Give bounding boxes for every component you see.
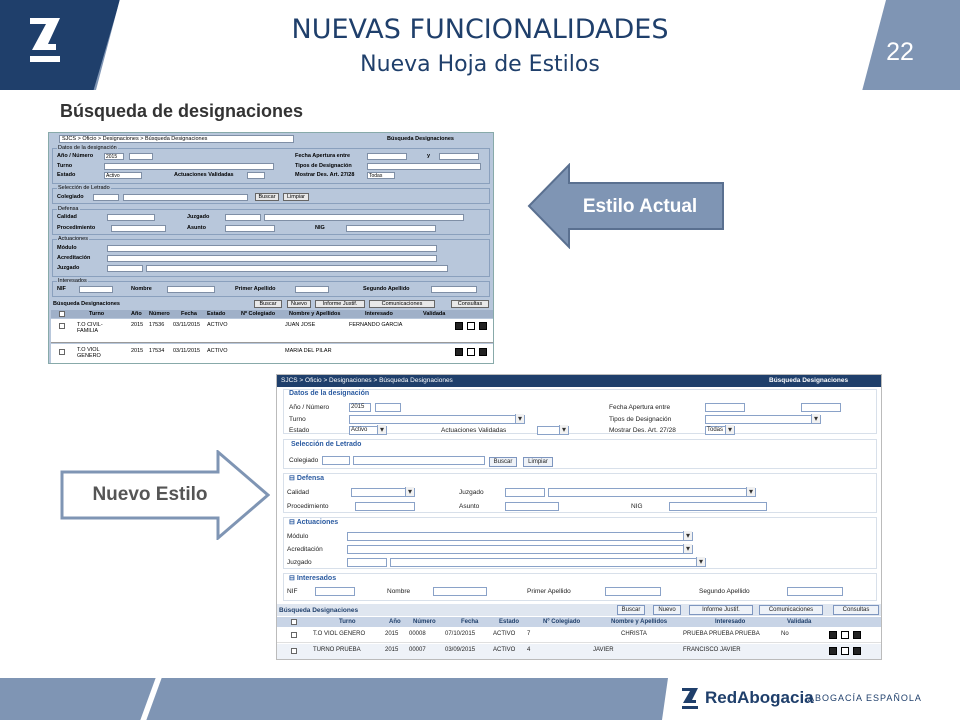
new-nig-input[interactable] <box>669 502 767 511</box>
edit-icon[interactable] <box>829 631 837 639</box>
old-letrado-buscar-button[interactable]: Buscar <box>255 193 279 201</box>
old-colegiado-input[interactable] <box>93 194 119 201</box>
old-fecha-desde[interactable] <box>367 153 407 160</box>
new-cell-turno: TURNO PRUEBA <box>313 647 361 653</box>
new-col-fecha: Fecha <box>461 619 479 625</box>
old-estado-select[interactable]: Activo <box>104 172 142 179</box>
old-cell-numero: 17534 <box>149 348 165 354</box>
new-cell-interesado: PRUEBA PRUEBA PRUEBA <box>683 631 760 637</box>
old-label-juzgado2: Juzgado <box>57 265 80 271</box>
new-tipos-select[interactable] <box>705 415 821 424</box>
old-comunicaciones-button[interactable]: Comunicaciones <box>369 300 435 308</box>
new-label-validadas: Actuaciones Validadas <box>441 427 507 434</box>
old-anio-input[interactable]: 2015 <box>104 153 124 160</box>
old-col-nombre: Nombre y Apellidos <box>289 311 341 317</box>
old-fieldset-letrado: Selección de Letrado <box>52 188 490 204</box>
old-label-asunto: Asunto <box>187 225 206 231</box>
document-icon[interactable] <box>467 348 475 356</box>
old-nif-input[interactable] <box>79 286 113 293</box>
old-cell-fecha: 03/11/2015 <box>173 348 201 354</box>
old-row-checkbox[interactable] <box>59 323 65 329</box>
old-procedimiento-input[interactable] <box>111 225 166 232</box>
document-icon[interactable] <box>841 647 849 655</box>
old-label-turno: Turno <box>57 163 73 169</box>
new-cell-numero: 00007 <box>409 647 426 653</box>
old-col-turno: Turno <box>89 311 105 317</box>
old-juzgado-select[interactable] <box>264 214 464 221</box>
new-cell-nombre: CHRISTA <box>621 631 647 637</box>
old-label-acreditacion: Acreditación <box>57 255 91 261</box>
new-breadcrumb: SJCS > Oficio > Designaciones > Búsqueda Designaciones <box>281 377 453 384</box>
new-table-row[interactable] <box>277 644 882 659</box>
old-label-apellido1: Primer Apellido <box>235 286 276 292</box>
new-nombre-input[interactable] <box>433 587 487 596</box>
new-col-turno: Turno <box>339 619 356 625</box>
old-label-nif: NIF <box>57 286 66 292</box>
new-cell-interesado: FRANCISCO JAVIER <box>683 647 741 653</box>
old-col-anio: Año <box>131 311 142 317</box>
new-cell-colegiado: 4 <box>527 647 531 653</box>
new-label-nombre: Nombre <box>387 588 411 595</box>
new-col-validada: Validada <box>787 619 812 625</box>
new-label-estado: Estado <box>289 427 310 434</box>
new-fecha-desde[interactable] <box>705 403 745 412</box>
old-colegiado-name-input[interactable] <box>123 194 248 201</box>
new-label-calidad: Calidad <box>287 489 310 496</box>
old-label-modulo: Módulo <box>57 245 77 251</box>
new-label-fecha: Fecha Apertura entre <box>609 404 671 411</box>
old-label-tipos: Tipos de Designación <box>295 163 352 169</box>
new-apellido2-input[interactable] <box>787 587 843 596</box>
old-col-colegiado: Nº Colegiado <box>241 311 276 317</box>
old-col-validada: Validada <box>423 311 446 317</box>
new-label-mostrar: Mostrar Des. Art. 27/28 <box>609 427 676 434</box>
old-fecha-hasta[interactable] <box>439 153 479 160</box>
new-col-estado: Estado <box>499 619 520 625</box>
new-nif-input[interactable] <box>315 587 355 596</box>
old-apellido2-input[interactable] <box>431 286 477 293</box>
new-calidad-select[interactable] <box>351 488 415 497</box>
old-letrado-limpiar-button[interactable]: Limpiar <box>283 193 309 201</box>
new-label-procedimiento: Procedimiento <box>287 503 329 510</box>
new-juzgado-select[interactable] <box>548 488 756 497</box>
new-page-title: Búsqueda Designaciones <box>769 377 849 384</box>
slide-number: 22 <box>886 38 914 66</box>
slide-subtitle: Nueva Hoja de Estilos <box>360 52 600 77</box>
new-label-anio: Año / Número <box>289 404 330 411</box>
new-turno-select[interactable] <box>349 415 525 424</box>
old-label-apellido2: Segundo Apellido <box>363 286 410 292</box>
new-label-apellido2: Segundo Apellido <box>699 588 750 595</box>
new-juzgado2-code[interactable] <box>347 558 387 567</box>
old-tipos-select[interactable] <box>367 163 481 170</box>
old-nig-input[interactable] <box>346 225 436 232</box>
old-acreditacion-select[interactable] <box>107 255 437 262</box>
old-consultas-button[interactable]: Consultas <box>451 300 489 308</box>
abogacia-footer-logo-icon <box>680 686 702 712</box>
old-juzgado-code[interactable] <box>225 214 261 221</box>
old-label-fecha: Fecha Apertura entre <box>295 153 351 159</box>
new-cell-numero: 00008 <box>409 631 426 637</box>
old-label-nombre: Nombre <box>131 286 152 292</box>
old-cell-interesado: FERNANDO GARCIA <box>349 322 403 328</box>
old-cell-turno: T.O CIVIL-FAMILIA <box>77 322 103 334</box>
new-section-defensa-title: ⊟ Defensa <box>289 475 325 482</box>
new-label-apellido1: Primer Apellido <box>527 588 571 595</box>
old-juzgado2-code[interactable] <box>107 265 143 272</box>
new-col-anio: Año <box>389 619 401 625</box>
old-juzgado2-select[interactable] <box>146 265 448 272</box>
old-cell-anio: 2015 <box>131 348 144 354</box>
new-juzgado-code[interactable] <box>505 488 545 497</box>
new-label-tipos: Tipos de Designación <box>609 416 672 423</box>
old-col-fecha: Fecha <box>181 311 197 317</box>
new-apellido1-input[interactable] <box>605 587 661 596</box>
old-table-row[interactable] <box>51 319 493 343</box>
old-cell-estado: ACTIVO <box>207 322 228 328</box>
new-section-datos-title: Datos de la designación <box>289 390 370 397</box>
new-letrado-limpiar-button[interactable]: Limpiar <box>523 457 553 467</box>
new-row-checkbox[interactable] <box>291 632 297 638</box>
old-row-checkbox[interactable] <box>59 349 65 355</box>
old-informe-button[interactable]: Informe Justif. <box>315 300 365 308</box>
old-nuevo-button[interactable]: Nuevo <box>287 300 311 308</box>
new-colegiado-input[interactable] <box>322 456 350 465</box>
old-fieldset-defensa: Defensa <box>52 209 490 235</box>
old-numero-input[interactable] <box>129 153 153 160</box>
new-label-modulo: Módulo <box>287 533 309 540</box>
old-col-numero: Número <box>149 311 170 317</box>
new-row-checkbox[interactable] <box>291 648 297 654</box>
slide-title: NUEVAS FUNCIONALIDADES <box>291 14 669 45</box>
new-cell-turno: T.O VIOL GENERO <box>313 631 366 637</box>
new-cell-estado: ACTIVO <box>493 647 516 653</box>
old-asunto-input[interactable] <box>225 225 275 232</box>
old-label-validadas: Actuaciones Validadas <box>174 172 234 178</box>
old-label-anio: Año / Número <box>57 153 94 159</box>
new-numero-input[interactable] <box>375 403 401 412</box>
delete-icon[interactable] <box>853 631 861 639</box>
new-style-screenshot <box>276 374 882 660</box>
new-mostrar-select[interactable]: Todas ▾ <box>705 426 735 435</box>
old-turno-select[interactable] <box>104 163 274 170</box>
old-label-calidad: Calidad <box>57 214 77 220</box>
new-juzgado2-select[interactable] <box>390 558 706 567</box>
new-label-colegiado: Colegiado <box>289 457 319 464</box>
new-colegiado-name-input[interactable] <box>353 456 485 465</box>
old-fieldset-datos: Datos de la designación <box>52 148 490 184</box>
new-cell-validada: No <box>781 631 789 637</box>
old-modulo-select[interactable] <box>107 245 437 252</box>
new-comunicaciones-button[interactable]: Comunicaciones <box>759 605 823 615</box>
new-buscar-button[interactable]: Buscar <box>617 605 645 615</box>
new-cell-anio: 2015 <box>385 647 399 653</box>
old-results-title: Búsqueda Designaciones <box>53 301 120 307</box>
new-label-juzgado2: Juzgado <box>287 559 312 566</box>
old-cell-fecha: 03/11/2015 <box>173 322 201 328</box>
new-label-acreditacion: Acreditación <box>287 546 323 553</box>
new-acreditacion-select[interactable] <box>347 545 693 554</box>
new-cell-fecha: 03/09/2015 <box>445 647 476 653</box>
old-buscar-button[interactable]: Buscar <box>254 300 282 308</box>
old-label-colegiado: Colegiado <box>57 194 84 200</box>
new-select-all-checkbox[interactable] <box>291 619 297 625</box>
new-section-letrado-title: Selección de Letrado <box>291 441 362 448</box>
nuevo-estilo-label: Nuevo Estilo <box>92 484 208 505</box>
document-icon[interactable] <box>841 631 849 639</box>
old-cell-turno: T.O VIOL GENERO <box>77 347 101 359</box>
old-style-screenshot <box>48 132 494 364</box>
new-letrado-buscar-button[interactable]: Buscar <box>489 457 517 467</box>
delete-icon[interactable] <box>479 322 487 330</box>
old-calidad-select[interactable] <box>107 214 155 221</box>
old-nombre-input[interactable] <box>167 286 215 293</box>
old-validadas-select[interactable] <box>247 172 265 179</box>
old-col-interesado: Interesado <box>365 311 393 317</box>
new-estado-select[interactable]: Activo ▾ <box>349 426 387 435</box>
footer-brand: RedAbogacia <box>705 688 814 707</box>
old-table-row[interactable] <box>51 344 493 364</box>
delete-icon[interactable] <box>479 348 487 356</box>
estilo-actual-label: Estilo Actual <box>582 196 698 217</box>
section-title: Búsqueda de designaciones <box>60 101 304 121</box>
new-label-nif: NIF <box>287 588 298 595</box>
new-nuevo-button[interactable]: Nuevo <box>653 605 681 615</box>
edit-icon[interactable] <box>455 348 463 356</box>
old-apellido1-input[interactable] <box>295 286 329 293</box>
new-label-asunto: Asunto <box>459 503 480 510</box>
new-procedimiento-input[interactable] <box>355 502 415 511</box>
new-asunto-input[interactable] <box>505 502 559 511</box>
new-modulo-select[interactable] <box>347 532 693 541</box>
old-cell-estado: ACTIVO <box>207 348 228 354</box>
old-fieldset-interesados: Interesados <box>52 281 490 297</box>
new-cell-colegiado: 7 <box>527 631 531 637</box>
new-table-row[interactable] <box>277 628 882 643</box>
footer-tagline: ABOGACÍA ESPAÑOLA <box>808 693 922 703</box>
old-label-mostrar: Mostrar Des. Art. 27/28 <box>295 172 355 178</box>
new-consultas-button[interactable]: Consultas <box>833 605 879 615</box>
new-section-actuaciones-title: ⊟ Actuaciones <box>289 519 339 526</box>
old-cell-anio: 2015 <box>131 322 144 328</box>
old-select-all-checkbox[interactable] <box>59 311 65 317</box>
old-breadcrumb: SJCS > Oficio > Designaciones > Búsqueda Designaciones <box>59 135 294 143</box>
document-icon[interactable] <box>467 322 475 330</box>
edit-icon[interactable] <box>455 322 463 330</box>
new-label-turno: Turno <box>289 416 306 423</box>
new-col-numero: Número <box>413 619 436 625</box>
old-label-nig: NIG <box>315 225 325 231</box>
new-col-interesado: Interesado <box>715 619 746 625</box>
new-fecha-hasta[interactable] <box>801 403 841 412</box>
new-col-nombre: Nombre y Apellidos <box>611 619 668 625</box>
new-cell-anio: 2015 <box>385 631 399 637</box>
old-cell-nombre: MARIA DEL PILAR <box>285 348 332 354</box>
old-label-procedimiento: Procedimiento <box>57 225 96 231</box>
old-cell-numero: 17536 <box>149 322 165 328</box>
new-col-colegiado: Nº Colegiado <box>543 619 581 625</box>
new-section-interesados-title: ⊟ Interesados <box>289 575 337 582</box>
old-label-juzgado: Juzgado <box>187 214 210 220</box>
new-validadas-select[interactable] <box>537 426 569 435</box>
old-label-estado: Estado <box>57 172 76 178</box>
new-label-juzgado: Juzgado <box>459 489 484 496</box>
old-col-estado: Estado <box>207 311 226 317</box>
abogacia-logo-icon <box>26 14 66 68</box>
edit-icon[interactable] <box>829 647 837 655</box>
new-label-nig: NIG <box>631 503 643 510</box>
new-cell-fecha: 07/10/2015 <box>445 631 476 637</box>
old-fieldset-actuaciones: Actuaciones <box>52 239 490 277</box>
new-cell-estado: ACTIVO <box>493 631 516 637</box>
new-cell-nombre: JAVIER <box>593 647 614 653</box>
new-informe-button[interactable]: Informe Justif. <box>689 605 753 615</box>
old-mostrar-select[interactable]: Todas <box>367 172 395 179</box>
new-anio-input[interactable]: 2015 <box>349 403 371 412</box>
delete-icon[interactable] <box>853 647 861 655</box>
old-label-y: y <box>427 153 431 159</box>
old-page-title: Búsqueda Designaciones <box>387 136 454 142</box>
new-results-title: Búsqueda Designaciones <box>279 607 359 614</box>
old-cell-nombre: JUAN JOSE <box>285 322 316 328</box>
